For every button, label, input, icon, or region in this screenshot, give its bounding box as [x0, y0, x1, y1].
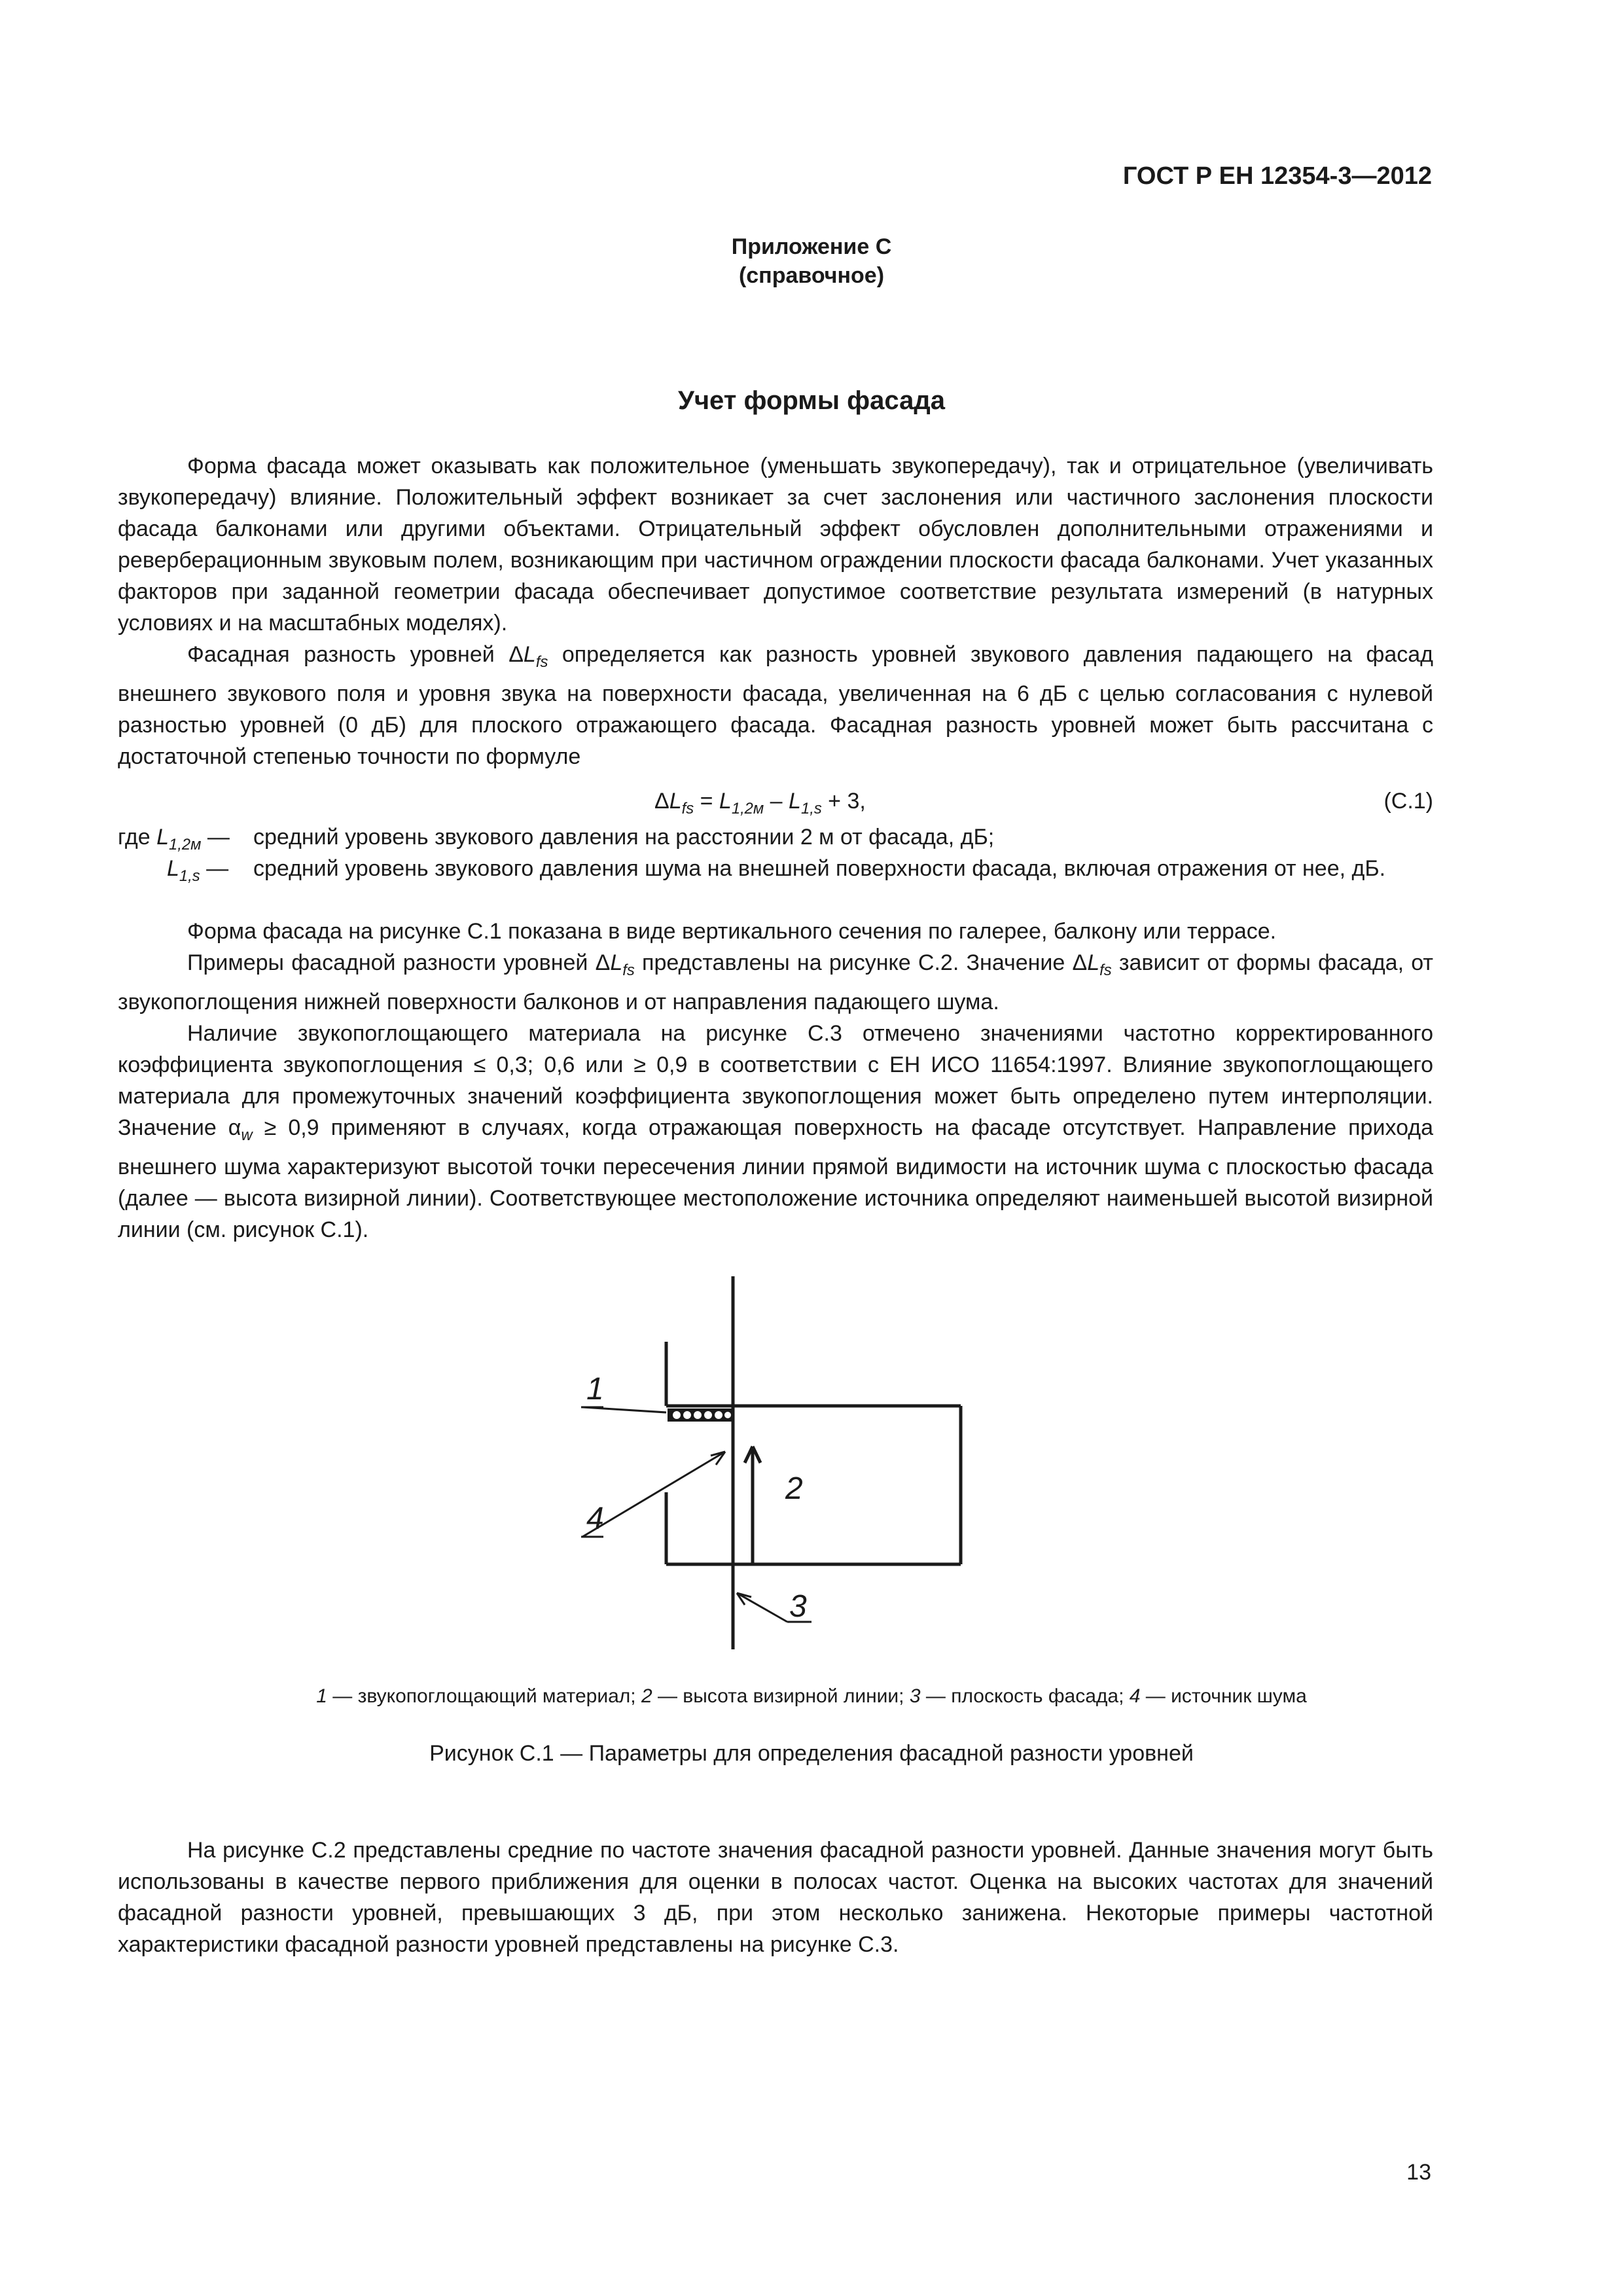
figure-legend	[0, 1685, 1623, 1708]
figure-lines	[581, 1276, 961, 1649]
symbol-L: L	[719, 789, 732, 814]
paragraph: Форма фасада на рисунке С.1 показана в виде вертикального сечения по галерее, балкону или террасе.	[187, 919, 1277, 944]
text-block-bottom	[118, 1835, 1433, 1960]
paragraph: Форма фасада может оказывать как положительное (уменьшать звукопередачу), так и отрицательное (увеличивать звукопередачу) влияние. Положительный эффект возникает за счет заслонения или частичного заслонения плоскости фасада балконами или другими объектами. Отрицательный эффект обусловлен дополнительными отражениями и реверберационным звуковым полем, возникающим при частичном ограждении плоскости фасада балконами. Учет указанных факторов при заданной геометрии фасада обеспечивает допустимое соответствие результата измерений (в натурных условиях и на масштабных моделях).	[118, 454, 1433, 636]
figure-label-1: 1	[586, 1372, 604, 1407]
symbol-L: L	[610, 950, 623, 975]
text-span: ≥ 0,9 применяют в случаях, когда отражающая поверхность на фасаде отсутствует. Направление прихода внешнего шума характеризуют высотой точки пересечения линии прямой видимости на источник шума с плоскостью фасада (далее — высота визирной линии). Соответствующее местоположение источника определяют наименьшей высотой визирной линии (см. рисунок С.1).	[118, 1115, 1433, 1242]
delta-symbol: Δ	[595, 950, 611, 975]
text-span: Наличие звукопоглощающего материала на рисунке С.3 отмечено значениями частотно корректированного коэффициента звукопоглощения ≤ 0,3; 0,6 или ≥ 0,9 в соответствии с ЕН ИСО 11654:1997. Влияние звукопоглощающего материала для промежуточных значений коэффициента звукопоглощения может быть определено путем интерполяции. Значение	[118, 1020, 1433, 1140]
appendix-subtitle: (справочное)	[738, 263, 885, 288]
text-span: Фасадная разность уровней	[187, 642, 509, 667]
text-span: определяется как разность уровней звукового давления падающего на фасад внешнего звукового поля и уровня звука на поверхности фасада, увеличенная на 6 дБ с целью согласования с нулевой разностью уровней (0 дБ) для плоского отражающего фасада. Фасадная разность уровней может быть рассчитана с достаточной степенью точности по формуле	[118, 642, 1433, 769]
page-number: 13	[1406, 2160, 1431, 2185]
appendix-title: Приложение С	[731, 234, 892, 259]
delta-symbol: Δ	[654, 789, 669, 814]
document-header: ГОСТ Р ЕН 12354-3—2012	[1122, 162, 1432, 190]
absorber-material	[668, 1408, 733, 1422]
dash: —	[200, 856, 229, 881]
legend-text: — звукопоглощающий материал;	[327, 1685, 641, 1707]
delta-symbol: Δ	[1072, 950, 1088, 975]
subscript: 1,2м	[731, 799, 764, 817]
section-title: Учет формы фасада	[677, 386, 946, 415]
symbol-fs: fs	[622, 961, 635, 979]
figure-label-3: 3	[789, 1589, 807, 1624]
legend-num: 2	[641, 1685, 652, 1707]
text-span: представлены на рисунке С.2. Значение	[634, 950, 1073, 975]
symbol-fs: fs	[681, 799, 694, 817]
legend-num: 1	[316, 1685, 327, 1707]
figure-caption: Рисунок С.1 — Параметры для определения фасадной разности уровней	[429, 1741, 1194, 1766]
symbol-w: w	[241, 1126, 253, 1144]
text-span: зависит от формы фасада, от звукопоглощения нижней поверхности балконов и от направления падающего шума.	[118, 950, 1433, 1014]
definition-text: средний уровень звукового давления шума на внешней поверхности фасада, включая отражения от нее, дБ.	[253, 856, 1386, 881]
symbol-L: L	[167, 856, 179, 881]
legend-text: — высота визирной линии;	[652, 1685, 910, 1707]
formula-number: (С.1)	[1383, 789, 1433, 814]
where-lead: где	[118, 825, 157, 850]
symbol-L: L	[789, 789, 801, 814]
legend-text: — плоскость фасада;	[920, 1685, 1130, 1707]
legend-num: 4	[1129, 1685, 1141, 1707]
legend-num: 3	[909, 1685, 921, 1707]
legend-text: — источник шума	[1140, 1685, 1307, 1707]
alpha-symbol: α	[228, 1115, 241, 1140]
symbol-L: L	[1087, 950, 1100, 975]
figure-label-4: 4	[586, 1501, 604, 1536]
symbol-fs: fs	[535, 653, 548, 671]
definition-text: средний уровень звукового давления на расстоянии 2 м от фасада, дБ;	[253, 825, 995, 850]
dash: —	[201, 825, 230, 850]
symbol-L: L	[156, 825, 169, 850]
symbol-L: L	[669, 789, 682, 814]
formula-eq: =	[694, 789, 719, 814]
subscript: 1,s	[800, 799, 822, 817]
symbol-L: L	[523, 642, 536, 667]
subscript: 1,s	[179, 867, 200, 885]
text-span: Примеры фасадной разности уровней	[187, 950, 596, 975]
formula-tail: + 3,	[821, 789, 866, 814]
figure-label-2: 2	[785, 1471, 803, 1506]
symbol-fs: fs	[1099, 961, 1112, 979]
delta-symbol: Δ	[508, 642, 524, 667]
formula-minus: –	[764, 789, 789, 814]
leader-line-3	[737, 1593, 787, 1622]
subscript: 1,2м	[169, 835, 202, 853]
paragraph: На рисунке С.2 представлены средние по частоте значения фасадной разности уровней. Данные значения могут быть использованы в качестве первого приближения для оценки в полосах частот. Оценка на высоких частотах для значений фасадной разности уровней, превышающих 3 дБ, при этом несколько занижена. Некоторые примеры частотной характеристики фасадной разности уровней представлены на рисунке С.3.	[118, 1838, 1433, 1957]
